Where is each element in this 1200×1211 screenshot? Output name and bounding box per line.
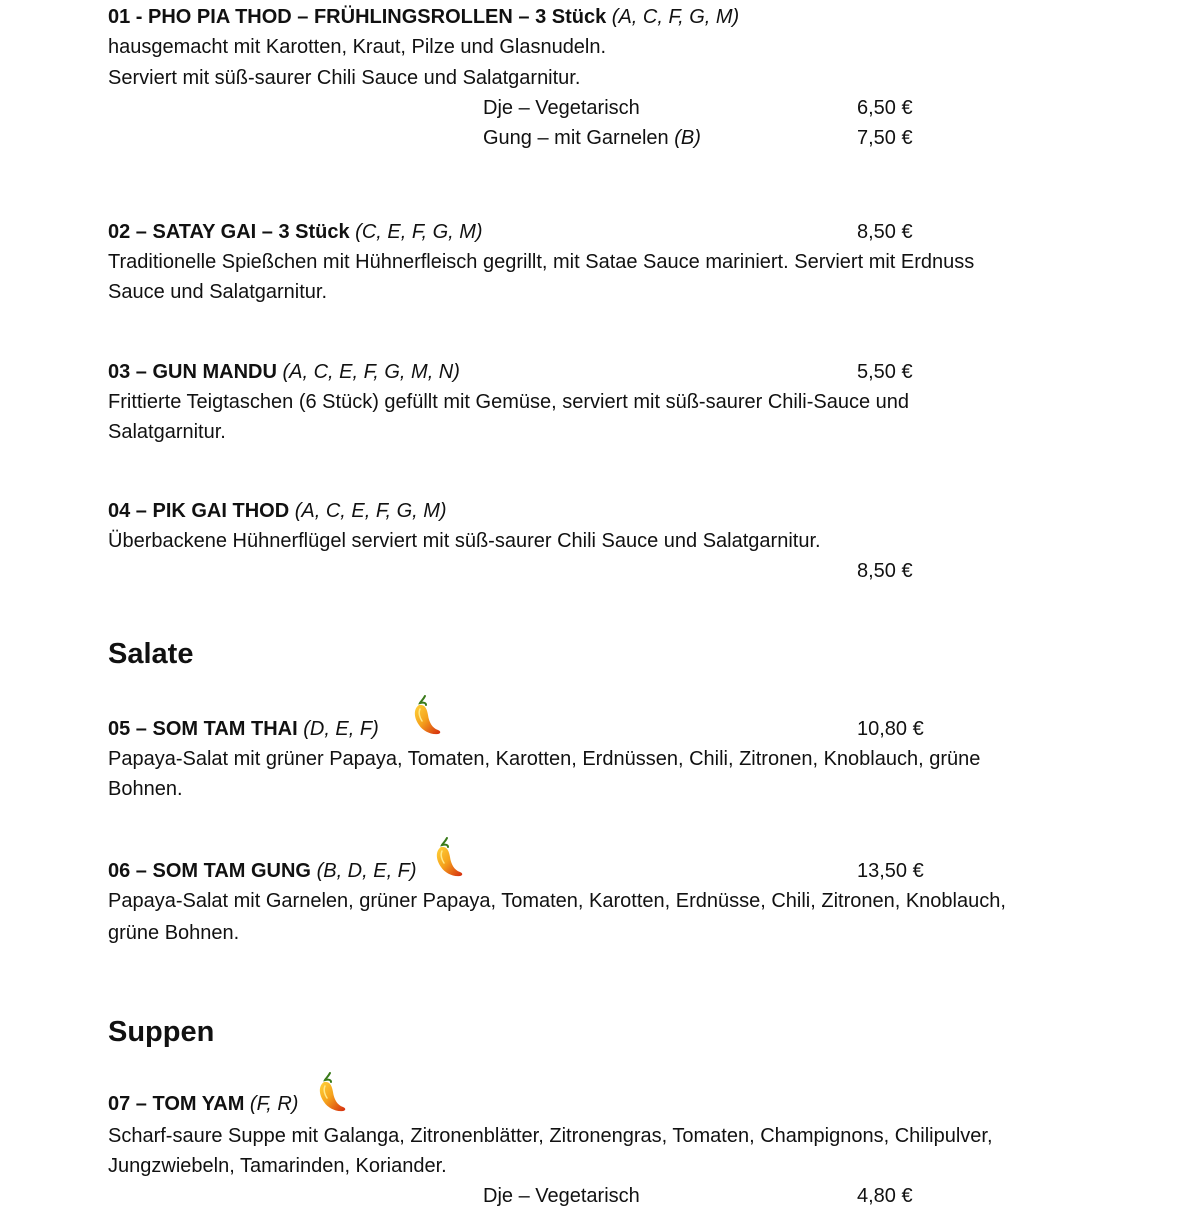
item-05-allergens: (D, E, F) bbox=[303, 718, 379, 740]
item-03-desc-2: Salatgarnitur. bbox=[108, 421, 226, 443]
item-01-desc-2: Serviert mit süß-saurer Chili Sauce und Salatgarnitur. bbox=[108, 67, 581, 89]
section-heading-salads: Salate bbox=[108, 638, 194, 670]
item-06-title-line bbox=[108, 856, 417, 886]
item-07-desc-2: Jungzwiebeln, Tamarinden, Koriander. bbox=[108, 1155, 447, 1177]
item-01-title: 01 - PHO PIA THOD – FRÜHLINGSROLLEN – 3 Stück bbox=[108, 6, 607, 28]
item-03-price: 5,50 € bbox=[857, 361, 913, 383]
item-01-allergens: (A, C, F, G, M) bbox=[611, 6, 740, 28]
item-06-desc-2: grüne Bohnen. bbox=[108, 922, 240, 944]
chili-pepper-icon bbox=[411, 694, 443, 736]
item-02-title-line bbox=[108, 217, 483, 247]
item-01-variant-1-price: 6,50 € bbox=[857, 97, 913, 119]
item-01-variant-2-allergen: (B) bbox=[674, 127, 701, 149]
item-01-title-line bbox=[108, 2, 739, 32]
item-04-price: 8,50 € bbox=[857, 560, 913, 582]
item-04-title: 04 – PIK GAI THOD bbox=[108, 500, 290, 522]
item-01-variant-1-label: Dje – Vegetarisch bbox=[483, 97, 640, 119]
item-07-variant-1-price: 4,80 € bbox=[857, 1185, 913, 1207]
item-03-desc-1: Frittierte Teigtaschen (6 Stück) gefüllt mit Gemüse, serviert mit süß-saurer Chili-Sauce und bbox=[108, 391, 910, 413]
item-03-allergens: (A, C, E, F, G, M, N) bbox=[282, 361, 460, 383]
item-05-desc-2: Bohnen. bbox=[108, 778, 183, 800]
item-07-title-line bbox=[108, 1089, 298, 1119]
item-03-title: 03 – GUN MANDU bbox=[108, 361, 277, 383]
item-02-desc-2: Sauce und Salatgarnitur. bbox=[108, 281, 328, 303]
item-05-price: 10,80 € bbox=[857, 718, 924, 740]
section-heading-soups: Suppen bbox=[108, 1016, 215, 1048]
item-02-price: 8,50 € bbox=[857, 221, 913, 243]
item-07-allergens: (F, R) bbox=[249, 1093, 299, 1115]
item-02-desc-1: Traditionelle Spießchen mit Hühnerfleisch gegrillt, mit Satae Sauce mariniert. Serviert mit Erdnuss bbox=[108, 251, 975, 273]
item-04-allergens: (A, C, E, F, G, M) bbox=[294, 500, 447, 522]
item-04-title-line bbox=[108, 496, 447, 526]
item-01-desc-1: hausgemacht mit Karotten, Kraut, Pilze und Glasnudeln. bbox=[108, 36, 607, 58]
item-05-title: 05 – SOM TAM THAI bbox=[108, 718, 298, 740]
item-06-desc-1: Papaya-Salat mit Garnelen, grüner Papaya, Tomaten, Karotten, Erdnüsse, Chili, Zitronen, Knoblauch, bbox=[108, 890, 1006, 912]
item-07-desc-1: Scharf-saure Suppe mit Galanga, Zitronenblätter, Zitronengras, Tomaten, Champignons, Chilipulver, bbox=[108, 1125, 993, 1147]
item-06-title: 06 – SOM TAM GUNG bbox=[108, 860, 311, 882]
item-04-desc-1: Überbackene Hühnerflügel serviert mit süß-saurer Chili Sauce und Salatgarnitur. bbox=[108, 530, 821, 552]
item-01-variant-2-price: 7,50 € bbox=[857, 127, 913, 149]
item-07-variant-1-label: Dje – Vegetarisch bbox=[483, 1185, 640, 1207]
item-01-variant-2-label: Gung – mit Garnelen bbox=[483, 127, 669, 149]
item-02-title: 02 – SATAY GAI – 3 Stück bbox=[108, 221, 350, 243]
chili-pepper-icon bbox=[433, 836, 465, 878]
item-05-title-line bbox=[108, 714, 379, 744]
chili-pepper-icon bbox=[316, 1071, 348, 1113]
item-06-allergens: (B, D, E, F) bbox=[316, 860, 417, 882]
item-03-title-line bbox=[108, 357, 460, 387]
item-02-allergens: (C, E, F, G, M) bbox=[355, 221, 483, 243]
item-07-title: 07 – TOM YAM bbox=[108, 1093, 245, 1115]
item-06-price: 13,50 € bbox=[857, 860, 924, 882]
item-01-variant-2-line bbox=[483, 123, 701, 153]
item-05-desc-1: Papaya-Salat mit grüner Papaya, Tomaten, Karotten, Erdnüssen, Chili, Zitronen, Knoblauch, grüne bbox=[108, 748, 981, 770]
